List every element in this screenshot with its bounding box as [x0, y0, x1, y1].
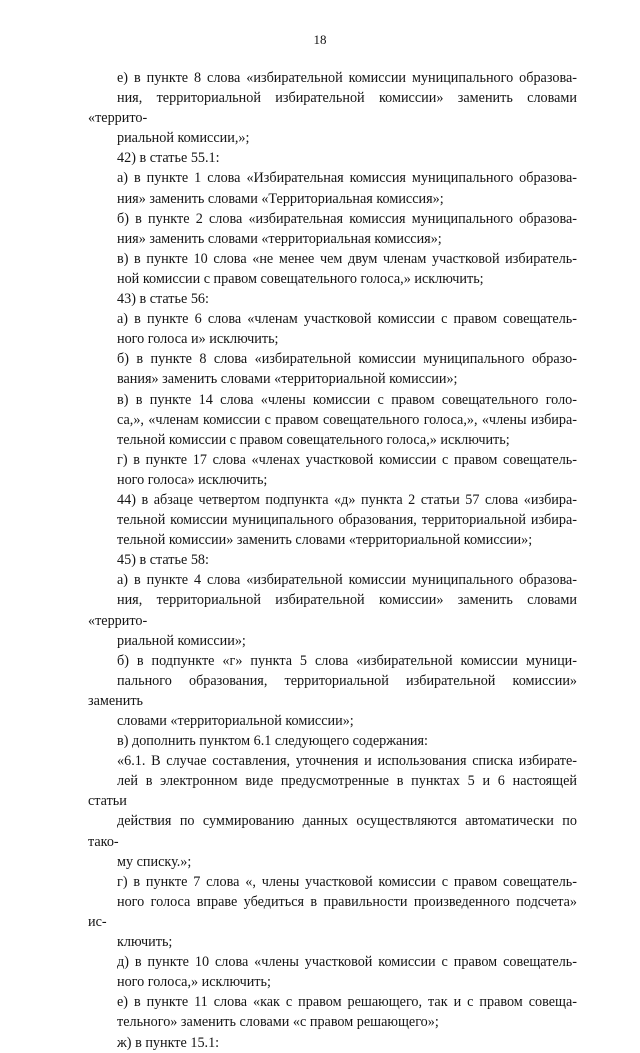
text-line: б) в пункте 8 слова «избирательной комиссии муниципального образо-: [117, 351, 577, 368]
text-line: лей в электронном виде предусмотренные в пунктах 5 и 6 настоящей статьи: [88, 773, 577, 810]
text-line: 45) в статье 58:: [117, 552, 209, 569]
text-line: ного голоса и» исключить;: [117, 331, 279, 348]
text-line: ной комиссии с правом совещательного голоса,» исключить;: [117, 270, 484, 287]
text-line: а) в пункте 6 слова «членам участковой комиссии с правом совещатель-: [117, 311, 577, 328]
text-line: г) в пункте 7 слова «, члены участковой комиссии с правом совещатель-: [117, 873, 577, 890]
paragraph: [88, 731, 577, 751]
text-line: е) в пункте 11 слова «как с правом решающего, так и с правом совеща-: [117, 994, 577, 1011]
paragraph: [88, 751, 577, 872]
text-line: ния, территориальной избирательной комиссии» заменить словами «террито-: [88, 90, 577, 127]
text-line: б) в пункте 2 слова «избирательная комиссия муниципального образова-: [117, 210, 577, 227]
paragraph: [88, 209, 577, 249]
text-line: тельного» заменить словами «с правом решающего»;: [117, 1014, 439, 1031]
text-line: «6.1. В случае составления, уточнения и использования списка избирате-: [117, 753, 577, 770]
text-line: 44) в абзаце четвертом подпункта «д» пункта 2 статьи 57 слова «избира-: [117, 491, 577, 508]
text-line: вания» заменить словами «территориальной комиссии»;: [117, 371, 458, 388]
text-line: в) в пункте 14 слова «члены комиссии с правом совещательного голо-: [117, 391, 577, 408]
text-line: е) в пункте 8 слова «избирательной комиссии муниципального образова-: [117, 70, 577, 86]
paragraph: [88, 992, 577, 1032]
text-line: б) в подпункте «г» пункта 5 слова «избирательной комиссии муници-: [117, 652, 577, 669]
text-line: са,», «членам комиссии с правом совещательного голоса,», «члены избира-: [117, 411, 577, 428]
text-line: риальной комиссии»;: [117, 632, 246, 649]
paragraph: [88, 349, 577, 389]
text-line: ного голоса,» исключить;: [117, 974, 271, 991]
text-line: тельной комиссии с правом совещательного голоса,» исключить;: [117, 431, 510, 448]
text-line: ния» заменить словами «территориальная комиссия»;: [117, 230, 442, 247]
text-line: д) в пункте 10 слова «члены участковой комиссии с правом совещатель-: [117, 954, 577, 971]
page-number: 18: [313, 32, 327, 47]
text-line: тельной комиссии муниципального образования, территориальной избира-: [117, 512, 577, 529]
text-line: 43) в статье 56:: [117, 291, 209, 308]
paragraph: [88, 651, 577, 731]
paragraph: [88, 570, 577, 650]
paragraph: [88, 289, 577, 309]
paragraph: [88, 1033, 577, 1053]
text-line: ния» заменить словами «Территориальная комиссия»;: [117, 190, 444, 207]
text-line: а) в пункте 4 слова «избирательной комиссии муниципального образова-: [117, 572, 577, 589]
text-line: ключить;: [117, 934, 173, 951]
paragraph: [88, 309, 577, 349]
text-line: ж) в пункте 15.1:: [117, 1034, 220, 1051]
paragraph: [88, 952, 577, 992]
text-line: а) в пункте 1 слова «Избирательная комиссия муниципального образова-: [117, 170, 577, 187]
text-line: словами «территориальной комиссии»;: [117, 713, 354, 729]
text-line: риальной комиссии,»;: [117, 130, 250, 147]
paragraph: [88, 872, 577, 952]
paragraph: [88, 390, 577, 450]
text-line: пального образования, территориальной избирательной комиссии» заменить: [88, 672, 577, 709]
text-line: му списку.»;: [117, 853, 192, 870]
paragraph: [88, 249, 577, 289]
text-line: 42) в статье 55.1:: [117, 150, 220, 167]
paragraph: [88, 550, 577, 570]
text-line: тельной комиссии» заменить словами «территориальной комиссии»;: [117, 532, 533, 549]
paragraph: [88, 450, 577, 490]
text-line: ния, территориальной избирательной комиссии» заменить словами «террито-: [88, 592, 577, 629]
paragraph: [88, 68, 577, 148]
text-line: г) в пункте 17 слова «членах участковой комиссии с правом совещатель-: [117, 451, 577, 468]
text-line: ного голоса вправе убедиться в правильности произведенного подсчета» ис-: [88, 893, 577, 930]
text-line: действия по суммированию данных осуществляются автоматически по тако-: [88, 813, 577, 850]
paragraph: [88, 148, 577, 168]
paragraph: [88, 168, 577, 208]
paragraph: [88, 490, 577, 550]
text-line: в) в пункте 10 слова «не менее чем двум членам участковой избиратель-: [117, 250, 577, 267]
text-line: ного голоса» исключить;: [117, 471, 268, 488]
text-line: в) дополнить пунктом 6.1 следующего содержания:: [117, 733, 428, 750]
